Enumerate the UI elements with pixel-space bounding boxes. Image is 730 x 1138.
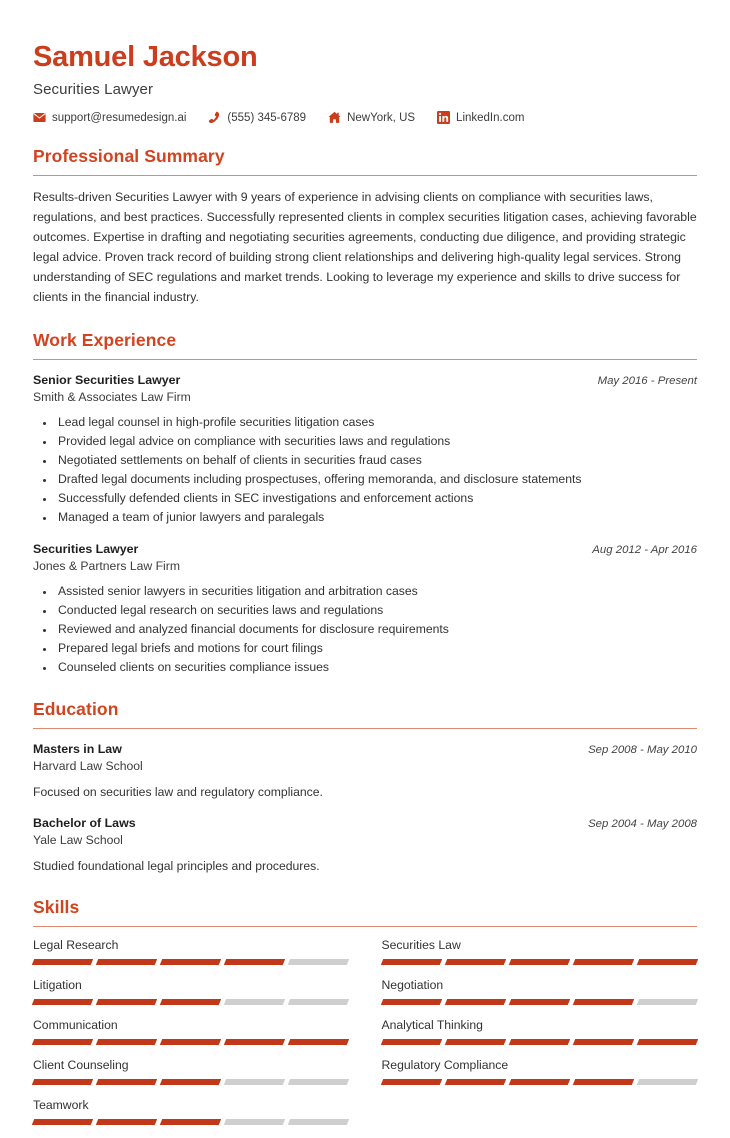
experience-role: Securities Lawyer: [33, 541, 139, 556]
skill-name: Regulatory Compliance: [381, 1057, 509, 1072]
bullet-item: • Prepared legal briefs and motions for court filings: [55, 639, 697, 658]
skill-segment-filled: [508, 999, 570, 1005]
section-title-skills: Skills: [33, 896, 80, 917]
bullet-item: • Conducted legal research on securities laws and regulations: [55, 601, 697, 620]
skill-level-bar: [382, 959, 698, 965]
phone-icon: [208, 111, 221, 124]
contact-row: [33, 111, 697, 124]
bullet-item: • Managed a team of junior lawyers and paralegals: [55, 508, 697, 527]
skill-segment-filled: [637, 959, 699, 965]
education-school: Yale Law School: [33, 832, 123, 847]
skill-segment-empty: [288, 999, 350, 1005]
skill-level-bar: [382, 999, 698, 1005]
section-title-experience: Work Experience: [33, 329, 177, 350]
contact-value: LinkedIn.com: [456, 111, 525, 124]
education-date: Sep 2004 - May 2008: [588, 817, 697, 830]
section-divider: [33, 175, 697, 176]
skill-segment-filled: [508, 1079, 570, 1085]
skill-segment-empty: [224, 1119, 286, 1125]
experience-bullets: [33, 413, 697, 528]
education-degree: Masters in Law: [33, 742, 122, 757]
candidate-job-title: Securities Lawyer: [33, 81, 154, 99]
skill-item: [382, 1058, 698, 1085]
section-education: [33, 699, 697, 875]
skill-segment-empty: [288, 959, 350, 965]
education-description: Focused on securities law and regulatory compliance.: [33, 785, 323, 800]
skill-segment-filled: [288, 1039, 350, 1045]
skill-segment-filled: [573, 959, 635, 965]
bullet-item: • Lead legal counsel in high-profile securities litigation cases: [55, 413, 697, 432]
skill-item: [382, 1018, 698, 1045]
skill-segment-filled: [508, 1039, 570, 1045]
skill-segment-filled: [160, 999, 222, 1005]
skill-item: [382, 978, 698, 1005]
skill-segment-filled: [224, 1039, 286, 1045]
section-title-summary: Professional Summary: [33, 146, 225, 167]
skill-segment-filled: [96, 959, 158, 965]
experience-list: [33, 373, 697, 678]
home-icon: [328, 111, 341, 124]
skill-name: Client Counseling: [33, 1057, 129, 1072]
section-divider: [33, 926, 697, 927]
skill-name: Litigation: [33, 977, 82, 992]
section-title-education: Education: [33, 699, 119, 720]
skill-name: Securities Law: [381, 937, 461, 952]
bullet-item: • Counseled clients on securities compliance issues: [55, 658, 697, 677]
skill-name: Analytical Thinking: [381, 1017, 483, 1032]
experience-date: May 2016 - Present: [597, 374, 697, 387]
skill-item: [33, 1058, 349, 1085]
skill-name: Teamwork: [33, 1097, 89, 1112]
skill-item: [33, 1018, 349, 1045]
experience-entry: [33, 542, 697, 678]
skill-segment-filled: [32, 999, 94, 1005]
skill-segment-filled: [444, 959, 506, 965]
bullet-item: • Provided legal advice on compliance with securities laws and regulations: [55, 432, 697, 451]
section-professional-summary: [33, 146, 697, 307]
skill-segment-filled: [96, 999, 158, 1005]
skill-level-bar: [33, 1079, 349, 1085]
contact-item[interactable]: [208, 111, 306, 124]
skill-segment-filled: [32, 1079, 94, 1085]
skill-item: [33, 938, 349, 965]
contact-value: support@resumedesign.ai: [52, 111, 187, 124]
skill-segment-empty: [288, 1079, 350, 1085]
skill-segment-filled: [573, 1039, 635, 1045]
experience-organization: Jones & Partners Law Firm: [33, 558, 180, 573]
skill-segment-filled: [224, 959, 286, 965]
education-entry: [33, 742, 697, 801]
skill-segment-empty: [288, 1119, 350, 1125]
skill-level-bar: [33, 1039, 349, 1045]
skill-segment-empty: [224, 999, 286, 1005]
skill-segment-filled: [637, 1039, 699, 1045]
contact-item[interactable]: [33, 111, 186, 124]
skill-segment-filled: [96, 1119, 158, 1125]
linkedin-icon: [437, 111, 450, 124]
section-divider: [33, 359, 697, 360]
section-divider: [33, 728, 697, 729]
summary-text: Results-driven Securities Lawyer with 9 years of experience in advising clients on compliance with securities laws, regulations, and best practices. Successfully represented clients in complex securities litigation cases, achieving favorable outcomes. Expertise in drafting and negotiating securities agreements, conducting due diligence, and providing strategic legal advice. Proven track record of building strong client relationships and delivering high-quality legal services. Strong understanding of SEC regulations and market trends. Looking to leverage my experience and skills to drive success for clients in the financial industry.: [33, 190, 697, 304]
skill-segment-filled: [573, 1079, 635, 1085]
skill-segment-filled: [160, 1039, 222, 1045]
skill-level-bar: [33, 1119, 349, 1125]
skill-segment-filled: [380, 959, 442, 965]
skill-level-bar: [33, 959, 349, 965]
skill-name: Communication: [33, 1017, 118, 1032]
skill-segment-filled: [32, 959, 94, 965]
bullet-item: • Reviewed and analyzed financial documents for disclosure requirements: [55, 620, 697, 639]
experience-organization: Smith & Associates Law Firm: [33, 389, 191, 404]
contact-value: (555) 345-6789: [227, 111, 307, 124]
entry-header: [33, 742, 697, 756]
skill-name: Legal Research: [33, 937, 119, 952]
skill-level-bar: [33, 999, 349, 1005]
skill-segment-filled: [32, 1119, 94, 1125]
education-degree: Bachelor of Laws: [33, 815, 136, 830]
skill-segment-filled: [380, 1079, 442, 1085]
skill-segment-filled: [160, 1119, 222, 1125]
skill-segment-empty: [637, 999, 699, 1005]
skill-segment-filled: [444, 1039, 506, 1045]
contact-value: NewYork, US: [347, 111, 416, 124]
skill-item: [33, 1098, 349, 1125]
skill-level-bar: [382, 1039, 698, 1045]
resume-header: [33, 40, 697, 124]
contact-item[interactable]: [328, 111, 415, 124]
skill-segment-filled: [96, 1039, 158, 1045]
skill-segment-empty: [637, 1079, 699, 1085]
education-entry: [33, 816, 697, 875]
skill-name: Negotiation: [381, 977, 444, 992]
skill-item: [33, 978, 349, 1005]
entry-header: [33, 816, 697, 830]
education-description: Studied foundational legal principles and procedures.: [33, 858, 320, 873]
education-school: Harvard Law School: [33, 759, 143, 774]
skill-segment-filled: [380, 1039, 442, 1045]
candidate-name: Samuel Jackson: [33, 41, 258, 73]
entry-header: [33, 542, 697, 556]
skill-item: [382, 938, 698, 965]
bullet-item: • Successfully defended clients in SEC investigations and enforcement actions: [55, 489, 697, 508]
bullet-item: • Assisted senior lawyers in securities litigation and arbitration cases: [55, 582, 697, 601]
section-skills: [33, 897, 697, 1138]
skill-segment-filled: [160, 959, 222, 965]
bullet-item: • Drafted legal documents including prospectuses, offering memoranda, and disclosure statements: [55, 470, 697, 489]
skill-segment-filled: [32, 1039, 94, 1045]
bullet-item: • Negotiated settlements on behalf of clients in securities fraud cases: [55, 451, 697, 470]
skills-grid: [33, 938, 697, 1138]
experience-entry: [33, 373, 697, 528]
skill-segment-filled: [573, 999, 635, 1005]
skill-segment-empty: [224, 1079, 286, 1085]
skill-segment-filled: [380, 999, 442, 1005]
skill-segment-filled: [444, 999, 506, 1005]
skill-segment-filled: [96, 1079, 158, 1085]
education-date: Sep 2008 - May 2010: [588, 744, 697, 757]
experience-bullets: [33, 582, 697, 678]
envelope-icon: [33, 111, 46, 124]
contact-item[interactable]: [437, 111, 524, 124]
skill-segment-filled: [160, 1079, 222, 1085]
education-list: [33, 742, 697, 875]
entry-header: [33, 373, 697, 387]
skill-level-bar: [382, 1079, 698, 1085]
section-work-experience: [33, 330, 697, 678]
experience-date: Aug 2012 - Apr 2016: [592, 543, 697, 556]
skill-segment-filled: [444, 1079, 506, 1085]
skill-segment-filled: [508, 959, 570, 965]
experience-role: Senior Securities Lawyer: [33, 372, 181, 387]
